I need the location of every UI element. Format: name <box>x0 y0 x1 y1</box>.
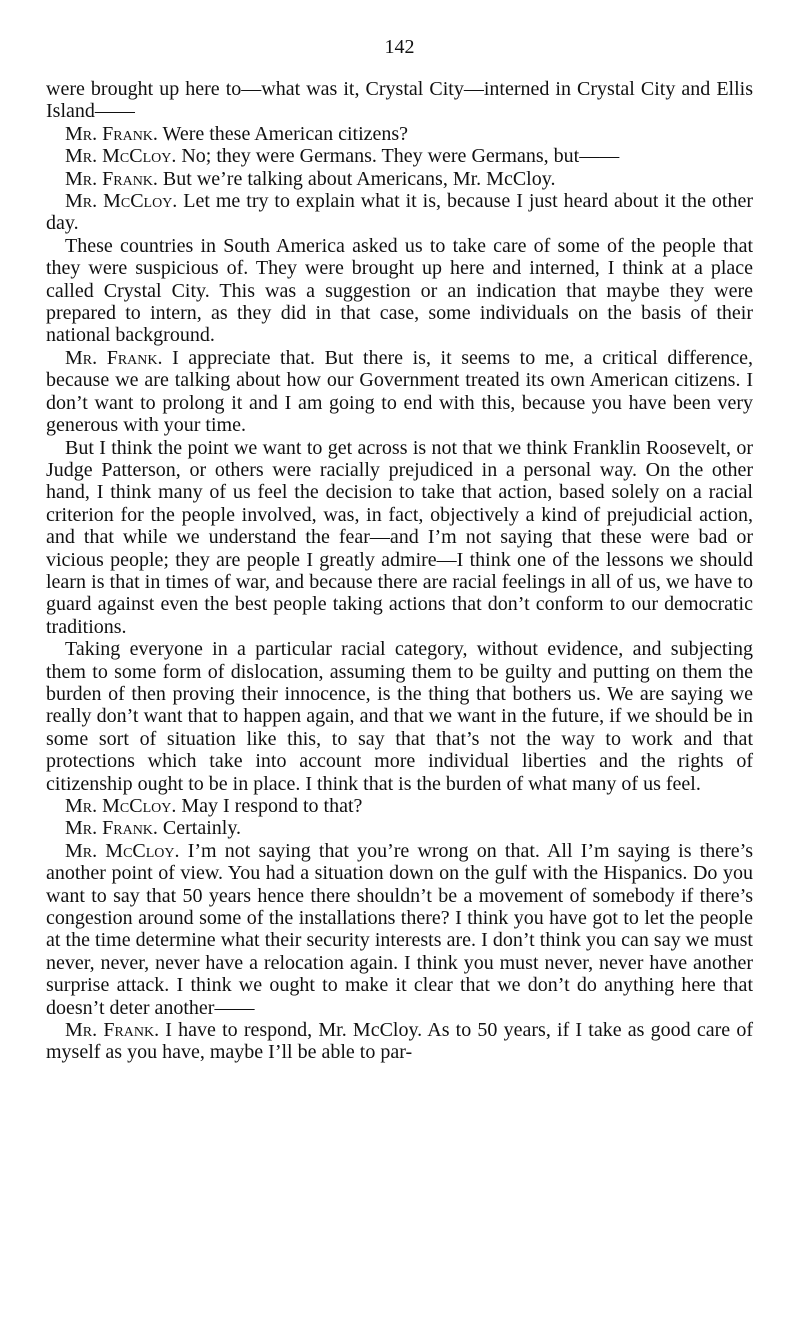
paragraph-text: No; they were Germans. They were Germans, but—— <box>176 145 620 168</box>
paragraph-text: were brought up here to—what was it, Crystal City—interned in Crystal City and Ellis Island—— <box>46 78 753 123</box>
speaker-label: Mr. Frank. <box>65 167 158 190</box>
speaker-label: Mr. McCloy. <box>65 190 178 213</box>
paragraph-text: I have to respond, Mr. McCloy. As to 50 years, if I take as good care of myself as you have, maybe I’ll be able to par- <box>46 1019 753 1064</box>
paragraph <box>46 190 753 235</box>
paragraph <box>46 817 753 839</box>
paragraph-text: These countries in South America asked us to take care of some of the people that they were suspicious of. They were brought up here and interned, I think at a place called Crystal City. This was a suggestion or an indication that maybe they were prepared to intern, as they did in that case, some individuals on the basis of their national background. <box>46 234 753 347</box>
hearing-transcript <box>46 78 753 1064</box>
paragraph <box>46 235 753 347</box>
paragraph-text: But we’re talking about Americans, Mr. McCloy. <box>157 167 556 190</box>
paragraph-text: But I think the point we want to get across is not that we think Franklin Roosevelt, or Judge Patterson, or others were racially prejudiced in a personal way. On the other hand, I think many of us feel the decision to take that action, based solely on a racial criterion for the people involved, was, in fact, objectively a kind of prejudicial action, and that while we understand the fear—and I’m not saying that these were bad or vicious people; they are people I greatly admire—I think one of the lessons we should learn is that in times of war, and because there are racial feelings in all of us, we have to guard against even the best people taking actions that don’t conform to our democratic traditions. <box>46 436 753 638</box>
speaker-label: Mr. McCloy. <box>65 839 180 862</box>
paragraph-text: Certainly. <box>157 817 242 840</box>
paragraph-text: Were these American citizens? <box>157 122 409 145</box>
speaker-label: Mr. McCloy. <box>65 795 177 817</box>
paragraph <box>46 840 753 1019</box>
paragraph-text: I appreciate that. But there is, it seems to me, a critical difference, because we are talking about how our Government treated its own American citizens. I don’t want to prolong it and I am going to end with this, because you have been very generous with your time. <box>46 346 754 437</box>
speaker-label: Mr. McCloy. <box>65 145 177 168</box>
paragraph <box>46 123 753 145</box>
paragraph <box>46 78 753 123</box>
paragraph <box>46 168 753 190</box>
paragraph <box>46 1019 753 1064</box>
paragraph-text: Let me try to explain what it is, because I just heard about it the other day. <box>46 190 753 235</box>
paragraph-text: Taking everyone in a particular racial category, without evidence, and subjecting them to some form of dislocation, assuming them to be guilty and putting on them the burden of then proving their innocence, is the thing that bothers us. We are saying we really don’t want that to happen again, and that we want in the future, if we should be in some sort of situation like this, to say that that’s not the way to work and that protections which take into account more individual liberties and the rights of citizenship ought to be in place. I think that is the burden of what many of us feel. <box>46 638 753 795</box>
paragraph-text: I’m not saying that you’re wrong on that. All I’m saying is there’s another point of view. You had a situation down on the gulf with the Hispanics. Do you want to say that 50 years hence there shouldn’t be a movement of somebody if there’s congestion around some of the installations there? I think you have got to let the people at the time determine what their security interests are. I don’t think you can say we must never, never, never have a relocation again. I think you must never, never have another surprise attack. I think we ought to make it clear that we don’t do anything here that doesn’t deter another—— <box>46 839 753 1019</box>
paragraph <box>46 347 753 437</box>
speaker-label: Mr. Frank. <box>65 346 163 369</box>
paragraph-text: May I respond to that? <box>176 795 363 817</box>
page-number: 142 <box>384 36 415 58</box>
speaker-label: Mr. Frank. <box>65 817 158 840</box>
paragraph <box>46 795 753 817</box>
paragraph <box>46 145 753 167</box>
paragraph <box>46 437 753 639</box>
paragraph <box>46 638 753 795</box>
speaker-label: Mr. Frank. <box>65 122 158 145</box>
speaker-label: Mr. Frank. <box>65 1019 160 1042</box>
